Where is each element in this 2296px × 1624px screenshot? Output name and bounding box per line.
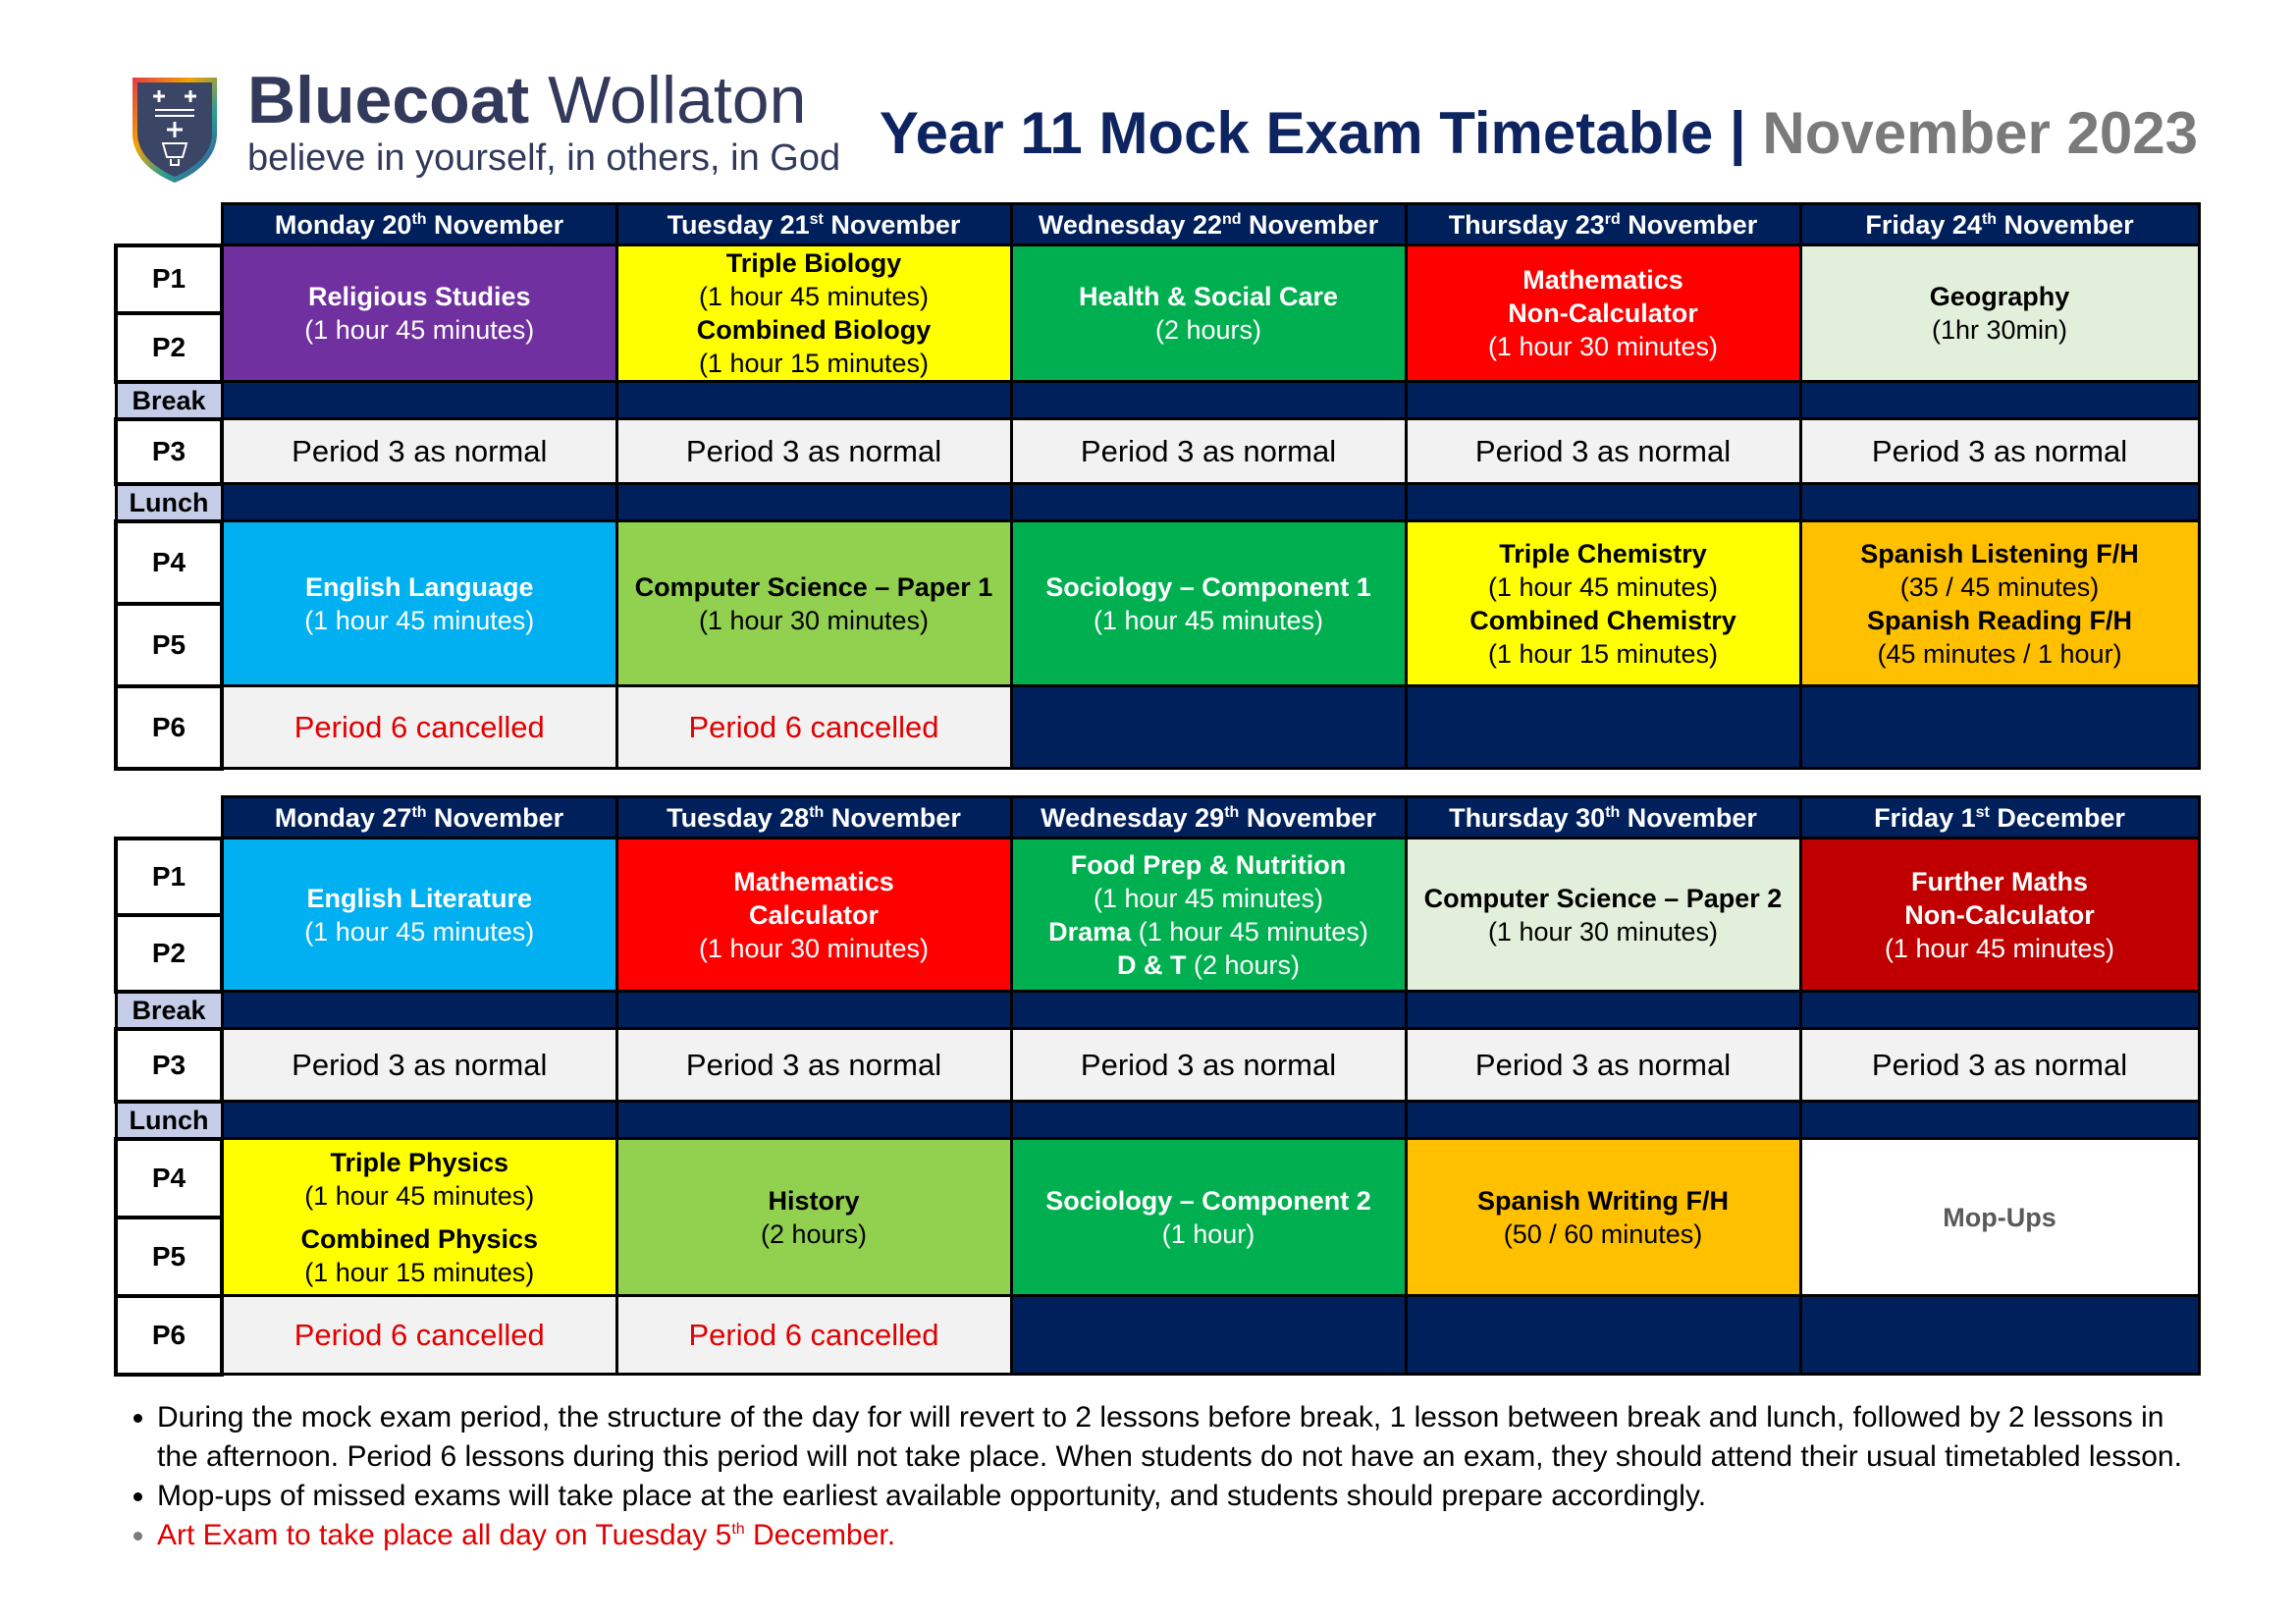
brand-tagline: believe in yourself, in others, in God bbox=[247, 137, 841, 179]
day-header: Tuesday 28th November bbox=[616, 797, 1011, 839]
lunch-bar bbox=[222, 1102, 616, 1139]
period-label-p5: P5 bbox=[116, 1218, 222, 1296]
period-label-p1: P1 bbox=[116, 839, 222, 915]
week2-timetable bbox=[114, 795, 2197, 1377]
exam-cell: Further Maths Non-Calculator (1 hour 45 minutes) bbox=[1800, 839, 2199, 992]
day-header: Friday 1st December bbox=[1800, 797, 2199, 839]
break-bar bbox=[616, 992, 1011, 1029]
period3-cell: Period 3 as normal bbox=[1406, 1029, 1800, 1102]
period-label-p3: P3 bbox=[116, 419, 222, 484]
exam-cell: Spanish Listening F/H (35 / 45 minutes) Spanish Reading F/H (45 minutes / 1 hour) bbox=[1800, 521, 2199, 686]
period6-cancelled: Period 6 cancelled bbox=[222, 686, 616, 769]
page-title: Year 11 Mock Exam Timetable | November 2023 bbox=[879, 100, 2198, 166]
empty-slot bbox=[1406, 1296, 1800, 1375]
exam-cell: Sociology – Component 1 (1 hour 45 minutes) bbox=[1011, 521, 1406, 686]
exam-cell: Triple Chemistry (1 hour 45 minutes) Combined Chemistry (1 hour 15 minutes) bbox=[1406, 521, 1800, 686]
lunch-bar bbox=[1406, 484, 1800, 521]
lunch-bar bbox=[1800, 1102, 2199, 1139]
empty-slot bbox=[1800, 1296, 2199, 1375]
exam-cell: Triple Physics (1 hour 45 minutes) Combined Physics (1 hour 15 minutes) bbox=[222, 1139, 616, 1296]
period3-cell: Period 3 as normal bbox=[1011, 1029, 1406, 1102]
period-label-p6: P6 bbox=[116, 1296, 222, 1375]
break-bar bbox=[1011, 992, 1406, 1029]
day-header: Wednesday 22nd November bbox=[1011, 204, 1406, 245]
note-item: • During the mock exam period, the structure of the day for will revert to 2 lessons before break, 1 lesson between break and lunch, followed by 2 lessons in the afternoon. Period 6 lessons during this period will not take place. When students do not have an exam, they should attend their usual timetabled lesson. bbox=[157, 1398, 2205, 1477]
exam-cell: Mathematics Calculator (1 hour 30 minutes) bbox=[616, 839, 1011, 992]
day-header: Tuesday 21st November bbox=[616, 204, 1011, 245]
period-label-p2: P2 bbox=[116, 313, 222, 382]
period3-cell: Period 3 as normal bbox=[1011, 419, 1406, 484]
break-label: Break bbox=[116, 992, 222, 1029]
exam-cell: Health & Social Care (2 hours) bbox=[1011, 245, 1406, 382]
exam-cell: Food Prep & Nutrition (1 hour 45 minutes) Drama (1 hour 45 minutes) D & T (2 hours) bbox=[1011, 839, 1406, 992]
break-label: Break bbox=[116, 382, 222, 419]
note-item: • Mop-ups of missed exams will take place at the earliest available opportunity, and students should prepare accordingly. bbox=[157, 1477, 2205, 1516]
note-item-art-exam: • Art Exam to take place all day on Tuesday 5th December. bbox=[157, 1516, 2205, 1555]
week1-timetable bbox=[114, 202, 2197, 771]
exam-cell: Sociology – Component 2 (1 hour) bbox=[1011, 1139, 1406, 1296]
period3-cell: Period 3 as normal bbox=[222, 1029, 616, 1102]
exam-cell: Computer Science – Paper 2 (1 hour 30 minutes) bbox=[1406, 839, 1800, 992]
empty-slot bbox=[1800, 686, 2199, 769]
lunch-bar bbox=[1011, 1102, 1406, 1139]
brand-name: Bluecoat Wollaton bbox=[247, 63, 807, 137]
period6-cancelled: Period 6 cancelled bbox=[616, 1296, 1011, 1375]
lunch-bar bbox=[616, 484, 1011, 521]
exam-cell: English Literature (1 hour 45 minutes) bbox=[222, 839, 616, 992]
period3-cell: Period 3 as normal bbox=[616, 1029, 1011, 1102]
break-bar bbox=[1011, 382, 1406, 419]
lunch-label: Lunch bbox=[116, 484, 222, 521]
shield-crest-icon bbox=[130, 75, 220, 185]
day-header: Monday 20th November bbox=[222, 204, 616, 245]
period6-cancelled: Period 6 cancelled bbox=[616, 686, 1011, 769]
break-bar bbox=[222, 992, 616, 1029]
exam-cell: Geography (1hr 30min) bbox=[1800, 245, 2199, 382]
period3-cell: Period 3 as normal bbox=[616, 419, 1011, 484]
period-label-p1: P1 bbox=[116, 245, 222, 314]
day-header: Thursday 23rd November bbox=[1406, 204, 1800, 245]
period3-cell: Period 3 as normal bbox=[222, 419, 616, 484]
break-bar bbox=[222, 382, 616, 419]
day-header: Wednesday 29th November bbox=[1011, 797, 1406, 839]
day-header: Monday 27th November bbox=[222, 797, 616, 839]
lunch-bar bbox=[1011, 484, 1406, 521]
period3-cell: Period 3 as normal bbox=[1800, 1029, 2199, 1102]
lunch-label: Lunch bbox=[116, 1102, 222, 1139]
lunch-bar bbox=[616, 1102, 1011, 1139]
period3-cell: Period 3 as normal bbox=[1406, 419, 1800, 484]
period-label-p4: P4 bbox=[116, 521, 222, 604]
break-bar bbox=[1406, 382, 1800, 419]
break-bar bbox=[616, 382, 1011, 419]
period3-cell: Period 3 as normal bbox=[1800, 419, 2199, 484]
corner-blank bbox=[116, 797, 222, 839]
break-bar bbox=[1406, 992, 1800, 1029]
break-bar bbox=[1800, 382, 2199, 419]
day-header: Friday 24th November bbox=[1800, 204, 2199, 245]
period-label-p3: P3 bbox=[116, 1029, 222, 1102]
page-header bbox=[0, 0, 2296, 196]
empty-slot bbox=[1406, 686, 1800, 769]
lunch-bar bbox=[222, 484, 616, 521]
period-label-p6: P6 bbox=[116, 686, 222, 769]
lunch-bar bbox=[1800, 484, 2199, 521]
empty-slot bbox=[1011, 1296, 1406, 1375]
exam-cell: Religious Studies (1 hour 45 minutes) bbox=[222, 245, 616, 382]
exam-cell: Computer Science – Paper 1 (1 hour 30 minutes) bbox=[616, 521, 1011, 686]
period-label-p2: P2 bbox=[116, 915, 222, 992]
exam-cell: Triple Biology (1 hour 45 minutes) Combined Biology (1 hour 15 minutes) bbox=[616, 245, 1011, 382]
corner-blank bbox=[116, 204, 222, 245]
period-label-p4: P4 bbox=[116, 1139, 222, 1218]
exam-cell: Mop-Ups bbox=[1800, 1139, 2199, 1296]
period-label-p5: P5 bbox=[116, 604, 222, 686]
break-bar bbox=[1800, 992, 2199, 1029]
empty-slot bbox=[1011, 686, 1406, 769]
exam-cell: Mathematics Non-Calculator (1 hour 30 minutes) bbox=[1406, 245, 1800, 382]
exam-cell: English Language (1 hour 45 minutes) bbox=[222, 521, 616, 686]
lunch-bar bbox=[1406, 1102, 1800, 1139]
notes-section bbox=[114, 1398, 2205, 1555]
exam-cell: History (2 hours) bbox=[616, 1139, 1011, 1296]
period6-cancelled: Period 6 cancelled bbox=[222, 1296, 616, 1375]
exam-cell: Spanish Writing F/H (50 / 60 minutes) bbox=[1406, 1139, 1800, 1296]
day-header: Thursday 30th November bbox=[1406, 797, 1800, 839]
